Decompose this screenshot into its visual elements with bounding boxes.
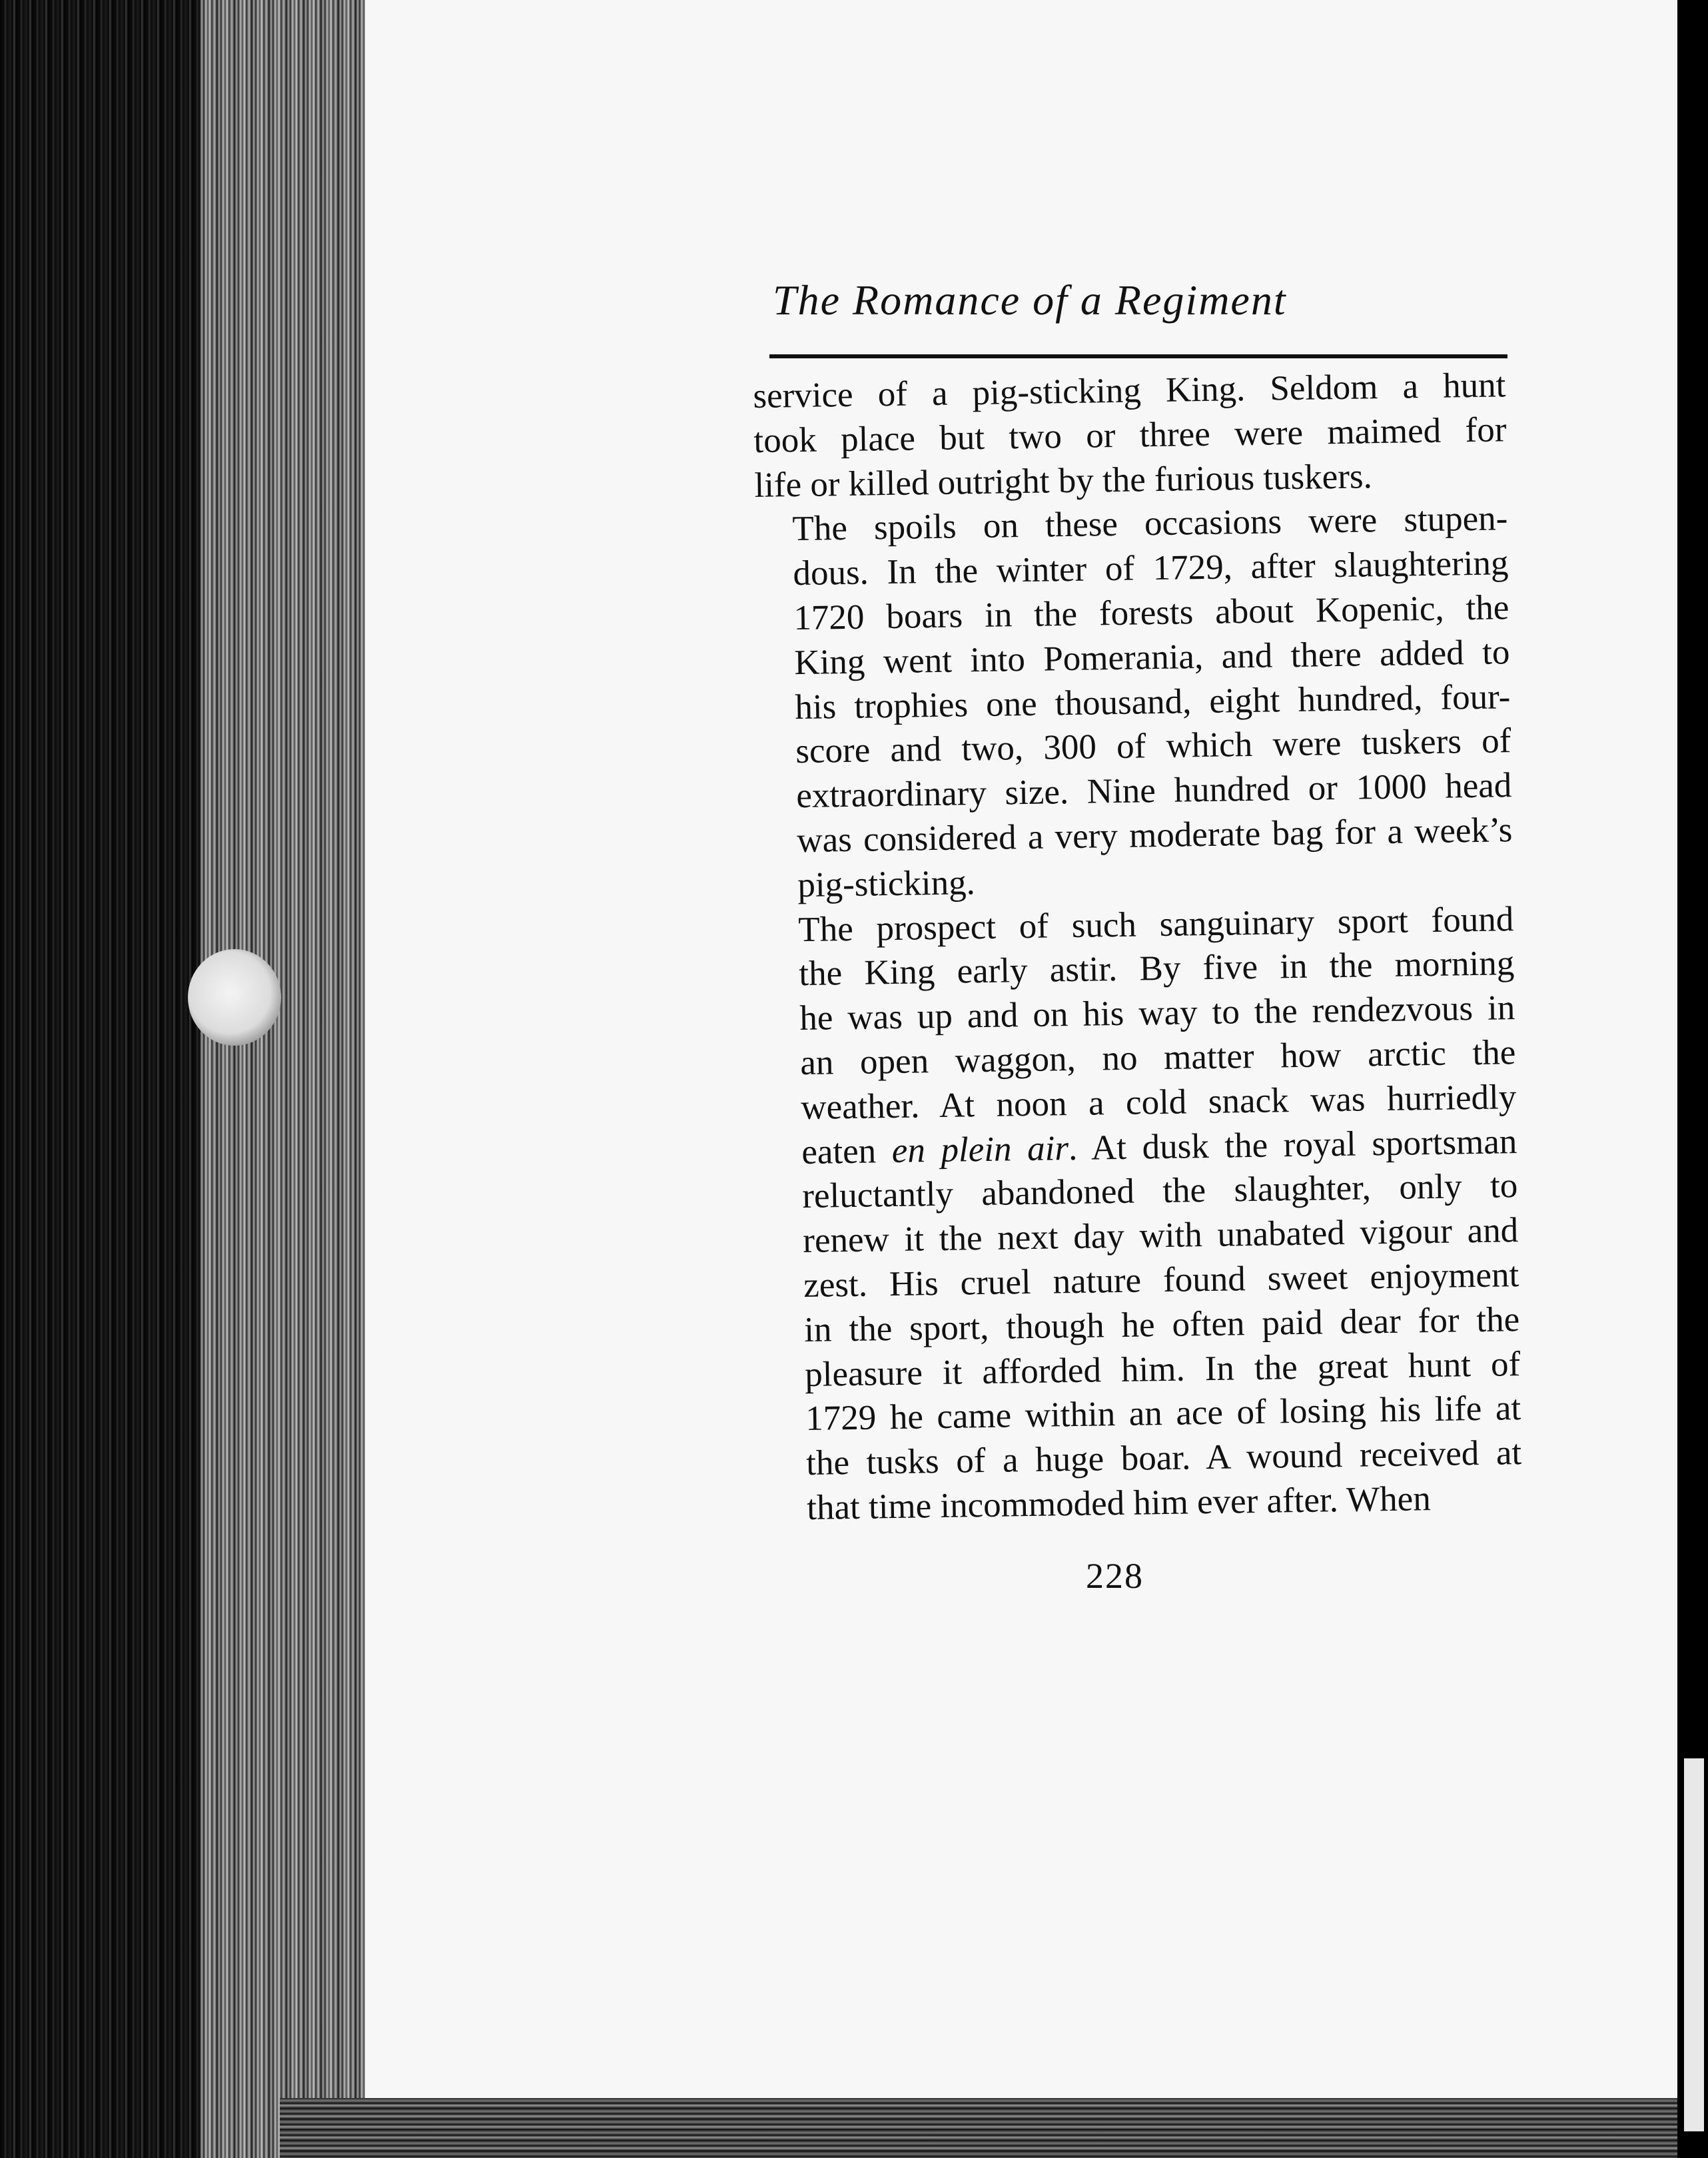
- right-border-highlight: [1684, 1758, 1704, 2131]
- italic-phrase: en plein air: [891, 1128, 1069, 1170]
- text-line: dous. In the winter of 1729, after slaughtering: [793, 543, 1509, 593]
- text-line: King went into Pomerania, and there added to: [793, 632, 1510, 682]
- text-line: pleasure it afforded him. In the great hunt of: [804, 1344, 1521, 1394]
- text-line: in the sport, though he often paid dear for the: [803, 1299, 1520, 1349]
- text-line: service of a pig-sticking King. Seldom a hunt: [753, 366, 1506, 416]
- text-line: that time incommoded him ever after. When: [806, 1479, 1432, 1527]
- text-line: score and two, 300 of which were tuskers of: [795, 721, 1511, 771]
- text-line: The spoils on these occasions were stupen-: [792, 499, 1508, 549]
- paper-blot: [188, 949, 281, 1046]
- text-line: he was up and on his way to the rendezvous in: [799, 988, 1515, 1038]
- text-line: the tusks of a huge boar. A wound received at: [805, 1433, 1522, 1483]
- text-line: life or killed outright by the furious tuskers.: [754, 456, 1373, 505]
- text-line: extraordinary size. Nine hundred or 1000 head: [795, 766, 1512, 816]
- text-line: an open waggon, no matter how arctic the: [799, 1033, 1516, 1083]
- text-line: took place but two or three were maimed for: [753, 410, 1507, 460]
- page-number: 228: [1086, 1556, 1144, 1596]
- running-head: The Romance of a Regiment: [773, 276, 1287, 324]
- paragraph: [755, 497, 1513, 908]
- page-bottom-edge: [280, 2098, 1708, 2158]
- page-edges: [200, 0, 366, 2158]
- text-line: The prospect of such sanguinary sport found: [797, 899, 1514, 949]
- text-line: his trophies one thousand, eight hundred, four-: [794, 677, 1511, 727]
- header-rule: [769, 354, 1507, 358]
- paragraph: [761, 897, 1523, 1531]
- paragraph: [753, 363, 1507, 508]
- body-text: [753, 363, 1523, 1531]
- text-line: weather. At noon a cold snack was hurriedly: [800, 1077, 1517, 1127]
- text-line: 1729 he came within an ace of losing his life at: [805, 1389, 1521, 1439]
- text-line: reluctantly abandoned the slaughter, only to: [801, 1166, 1518, 1216]
- text-line: pig-sticking.: [797, 863, 976, 904]
- text-line: was considered a very moderate bag for a week’s: [796, 811, 1513, 861]
- text-line: the King early astir. By five in the morning: [798, 944, 1515, 994]
- text-line: zest. His cruel nature found sweet enjoyment: [803, 1256, 1519, 1305]
- text-line: 1720 boars in the forests about Kopenic, the: [793, 588, 1509, 638]
- text-line: renew it the next day with unabated vigour and: [802, 1211, 1519, 1261]
- text-line: eaten en plein air. At dusk the royal sportsman: [801, 1122, 1517, 1172]
